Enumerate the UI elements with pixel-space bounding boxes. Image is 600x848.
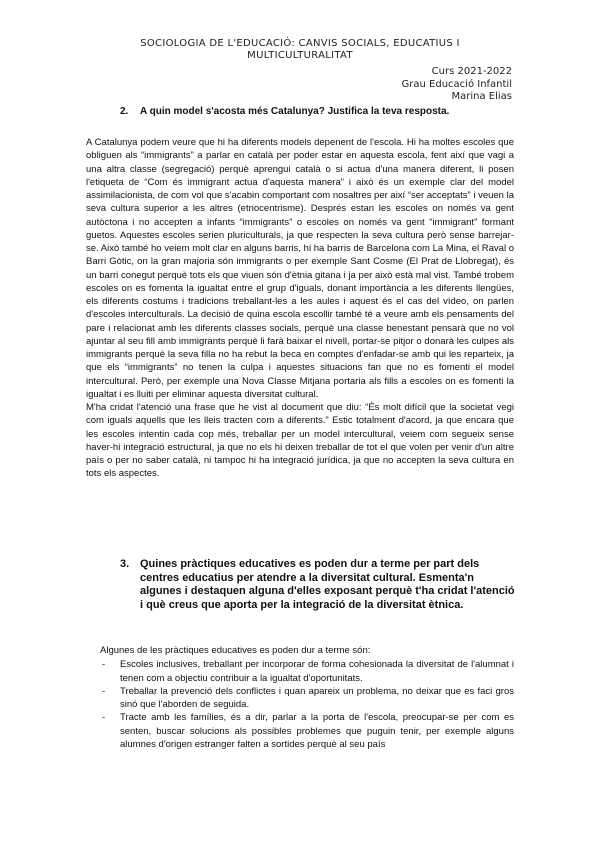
question-3-number: 3. [120, 558, 130, 570]
practices-list [100, 658, 514, 751]
question-2 [120, 106, 520, 118]
author-name: Marina Elias [451, 91, 512, 102]
question-2-text: A quin model s'acosta més Catalunya? Justifica la teva resposta. [140, 106, 450, 117]
answer-3-intro: Algunes de les pràctiques educatives es poden dur a terme són: [100, 645, 371, 656]
answer-2 [86, 136, 514, 481]
list-item-text: Escoles inclusives, treballant per incorporar de forma cohesionada la diversitat de l'alumnat i tenen com a objectiu contribuir a la igualtat d'oportunitats. [120, 659, 514, 684]
answer-2-paragraph-1: A Catalunya podem veure que hi ha diferents models depenent de l'escola. Hi ha moltes escoles que obliguen als “immigrants” a parlar en català per poder estar en aquesta escola, fent així que vagi a una altra classe (segregació) perquè aprengui català o si actua d'una manera diferent, li posen l'etiqueta de “Com és immigrant actua d'aquesta manera” i això és un exemple clar del model assimilacionista, de com vol que s'acabin comportant com nosaltres per així “ser acceptats” i veuen la seva cultura superior a les altres (etnocentrisme). Després estan les escoles on només va gent autòctona i no accepten a infants “immigrants” o escoles on només va gent “immigrant” formant guetos. Aquestes escoles serien pluriculturals, ja que respecten la seva cultura però sense barrejar-se. Això també ho veiem molt clar en alguns barris, hi ha barris de Barcelona com La Mina, el Raval o Barri Gòtic, on la gran majoria són immigrants o per exemple Sant Cosme (El Prat de Llobregat), és un barri conegut perquè tots els que viuen són d'ètnia gitana i ja per això està mal vist. També trobem escoles on es fomenta la igualtat entre el grup d'iguals, donant importància a les diferents llengües, els diferents costums i tradicions treballant-les a les aules i aquest és el cas del vídeo, on parlen d'escoles interculturals. La decisió de quina escola escollir també té a veure amb els pensaments del pare i relacionat amb les diferents classes socials, perquè una classe benestant pensarà que no vol ajuntar al seu fill amb immigrants perquè li farà baixar el nivell, portar-se pitjor o donarà les culpes als immigrants perquè la seva filla no ha rebut la beca en comptes d'enfadar-se amb qui les reparteix, ja que els “immigrants” no tenen la culpa i aquestes situacions fan que no es fomenti el model intercultural. Però, per exemple una Nova Classe Mitjana portaria als fills a escoles on es fomenti la igualtat i es lluiti per eliminar aquesta diversitat cultural. [86, 137, 514, 400]
degree-name: Grau Educació Infantil [401, 78, 512, 90]
list-item [100, 711, 514, 751]
list-bullet: - [102, 685, 106, 697]
list-bullet: - [102, 659, 106, 671]
answer-3 [100, 644, 514, 751]
list-item [100, 685, 514, 712]
question-2-number: 2. [120, 106, 129, 117]
course-year: Curs 2021-2022 [431, 66, 512, 77]
question-3-text: Quines pràctiques educatives es poden dur a terme per part dels centres educatius per atendre a la diversitat cultural. Esmenta'n algunes i destaquen alguna d'elles exposant perquè t'ha cridat l'atenció i què creus que aporta per la integració de la diversitat ètnica. [140, 558, 515, 611]
list-item-text: Tracte amb les famílies, és a dir, parlar a la porta de l'escola, preocupar-se per com es senten, buscar solucions als possibles problemes que puguin tenir, per exemple alguns alumnes d'origen estranger falten a sortides perquè al seu país [120, 712, 514, 750]
list-bullet: - [102, 712, 106, 724]
answer-2-paragraph-2: M'ha cridat l'atenció una frase que he vist al document que diu: “És molt difícil que la societat vegi com iguals aquells que les lleis tracten com a diferents.” Estic totalment d'acord, ja que encara que les escoles intentin cada cop més, treballar per un model intercultural, veiem com segueix sense haver-hi integració estructural, ja que no els hi deixen treballar de tot el que volen per venir d'un altre país o per no saber català, ni tampoc hi ha integració jurídica, ja que no accepten la seva cultura en tots els aspectes. [86, 402, 514, 480]
question-3 [120, 558, 518, 612]
document-meta [312, 66, 512, 104]
list-item-text: Treballar la prevenció dels conflictes i quan apareix un problema, no deixar que es faci gros sinó que l'aborden de seguida. [120, 685, 514, 710]
document-title: SOCIOLOGIA DE L'EDUCACIÓ: CANVIS SOCIALS, EDUCATIUS I MULTICULTURALITAT [140, 38, 460, 61]
list-item [100, 658, 514, 685]
